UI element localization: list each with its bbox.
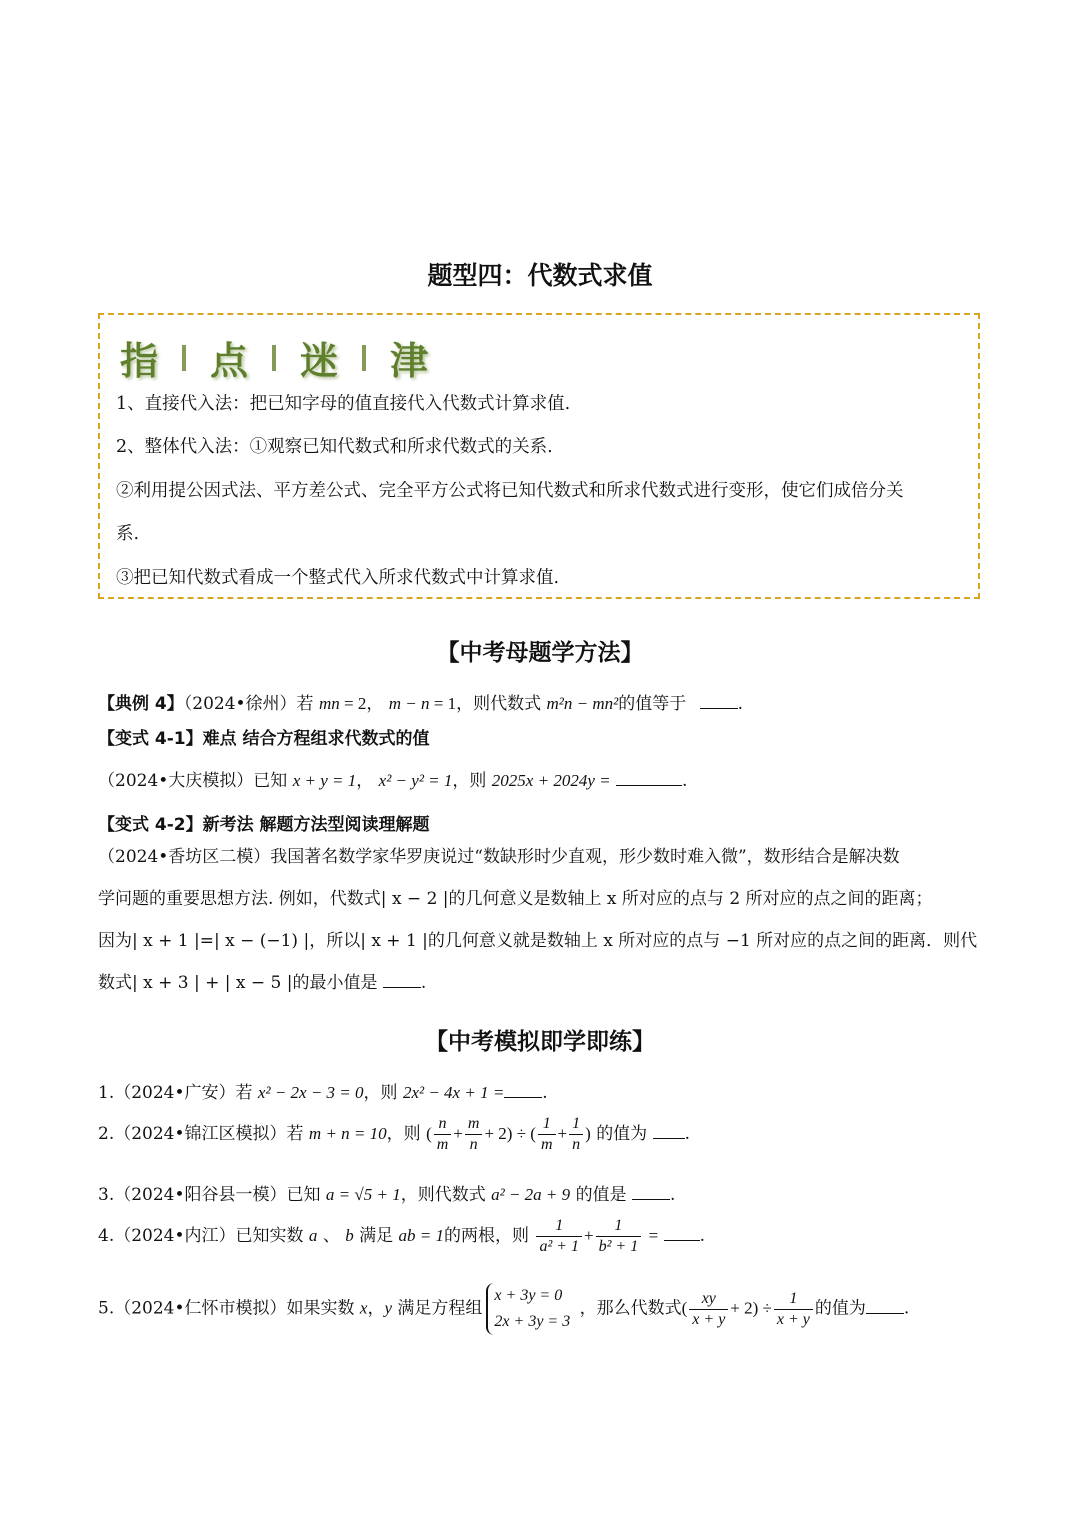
math-var: x (359, 1298, 368, 1318)
math-expr: = 2， (339, 694, 384, 713)
question-2 (98, 1114, 690, 1155)
fraction (465, 1114, 483, 1155)
math-expr: x² − 2x − 3 = 0 (257, 1083, 364, 1102)
variant-4-1-question (98, 766, 687, 791)
tips-divider (182, 345, 186, 371)
paragraph-line (98, 962, 982, 1004)
paragraph-line: 因为| x + 1 |=| x − (−1) |，所以| x + 1 |的几何意义就是数轴上 x 所对应的点与 −1 所对应的点之间的距离．则代 (98, 931, 978, 951)
tips-heading-char: 指 (120, 339, 159, 383)
denominator: a² + 1 (539, 1238, 580, 1255)
tips-heading-char: 迷 (300, 339, 339, 383)
denominator: n (469, 1136, 478, 1153)
section-heading-practice: 【中考模拟即学即练】 (425, 1029, 655, 1055)
fraction (596, 1216, 642, 1257)
answer-blank (504, 1083, 542, 1098)
numerator: 1 (536, 1216, 582, 1237)
fraction (774, 1289, 813, 1330)
text: = 1，则代数式 (429, 694, 542, 713)
answer-blank (866, 1299, 904, 1314)
text: . (669, 1185, 676, 1205)
example-source: （2024•徐州）若 (183, 694, 314, 714)
denominator: x + y (776, 1310, 810, 1328)
text: . (420, 973, 427, 993)
text: 、 (322, 1226, 340, 1246)
page-title: 题型四：代数式求值 (427, 261, 653, 290)
answer-blank (632, 1185, 670, 1200)
variant-4-2-heading: 【变式 4-2】新考法 解题方法型阅读理解题 (98, 815, 430, 835)
equation-system (486, 1283, 570, 1335)
tip-line-1: 1、直接代入法：把已知字母的值直接代入代数式计算求值. (116, 394, 571, 414)
tip-line-2: 2、整体代入法：①观察已知代数式和所求代数式的关系. (116, 437, 553, 457)
question-source: 5.（2024•仁怀市模拟）如果实数 (98, 1298, 355, 1319)
fraction (689, 1289, 728, 1330)
text: 的值为 (814, 1298, 866, 1319)
numerator: 1 (774, 1289, 813, 1310)
denominator: b² + 1 (598, 1238, 639, 1255)
tip-line-3: ②利用提公因式法、平方差公式、完全平方公式将已知代数式和所求代数式进行变形，使它们成倍分关 (116, 481, 904, 501)
variant-source: （2024•大庆模拟）已知 (98, 771, 288, 791)
text: . (542, 1083, 548, 1103)
math-var: a (308, 1226, 318, 1245)
fraction (536, 1216, 582, 1257)
text: . (684, 1124, 690, 1144)
question-4 (98, 1216, 705, 1257)
paren: ( (681, 1298, 688, 1318)
answer-blank (653, 1124, 685, 1139)
text: ，则 (386, 1124, 421, 1144)
denominator: n (572, 1136, 581, 1153)
text: 满足方程组 (397, 1298, 483, 1319)
answer-blank (383, 973, 421, 988)
text: ，则代数式 (400, 1185, 486, 1205)
text: . (699, 1226, 706, 1246)
text: 数式| x + 3 | + | x − 5 |的最小值是 (98, 973, 378, 993)
question-source: 2.（2024•锦江区模拟）若 (98, 1124, 304, 1144)
question-source: 3.（2024•阳谷县一模）已知 (98, 1185, 321, 1205)
variant-4-1-heading: 【变式 4-1】难点 结合方程组求代数式的值 (98, 729, 430, 749)
operator: = (648, 1226, 659, 1245)
denominator: m (436, 1136, 449, 1153)
math-expr: ab = 1 (398, 1226, 445, 1245)
math-expr: x + y = 1 (292, 771, 357, 790)
question-1 (98, 1078, 548, 1103)
denominator: m (540, 1136, 553, 1153)
math-expr: m + n = 10 (308, 1124, 387, 1143)
paren: ( (426, 1124, 432, 1143)
question-source: 4.（2024•内江）已知实数 (98, 1226, 304, 1246)
text: 的值为 (596, 1124, 648, 1144)
question-source: 1.（2024•广安）若 (98, 1083, 253, 1103)
math-expr: a = √5 + 1 (325, 1185, 401, 1204)
math-expr: mn (318, 694, 340, 713)
section-heading-methods: 【中考母题学方法】 (436, 640, 644, 666)
math-expr: 2025x + 2024y = (491, 771, 611, 790)
tips-heading-char: 点 (210, 339, 249, 383)
equation: x + 3y = 0 (494, 1287, 563, 1304)
numerator: 1 (538, 1114, 556, 1135)
math-var: b (345, 1226, 354, 1245)
answer-blank (664, 1226, 700, 1241)
tip-line-4: 系. (116, 524, 140, 544)
operator: + (453, 1124, 463, 1143)
answer-blank (616, 771, 682, 786)
text: ，那么代数式 (579, 1298, 682, 1319)
answer-blank (700, 694, 738, 709)
text: ， (356, 771, 374, 791)
equation: 2x + 3y = 3 (494, 1313, 571, 1330)
fraction (569, 1114, 583, 1155)
numerator: 1 (569, 1114, 583, 1135)
numerator: n (434, 1114, 452, 1135)
text: 的值是 (575, 1185, 627, 1205)
fraction (538, 1114, 556, 1155)
math-var: y (384, 1298, 393, 1318)
operator: + 2) ÷ (730, 1298, 772, 1318)
example-4 (98, 689, 743, 714)
text: ，则 (363, 1083, 398, 1103)
math-expr: 2x² − 4x + 1 = (402, 1083, 505, 1102)
text: 满足 (359, 1226, 394, 1246)
math-expr: m²n − mn² (546, 694, 619, 713)
paragraph-line: 学问题的重要思想方法. 例如，代数式| x − 2 |的几何意义是数轴上 x 所对应的点与 2 所对应的点之间的距离； (98, 889, 933, 909)
text: ，则 (452, 771, 487, 791)
numerator: xy (689, 1289, 728, 1310)
operator: + (557, 1124, 568, 1143)
text: . (682, 771, 688, 791)
numerator: m (465, 1114, 483, 1135)
text: 的值等于 (618, 694, 687, 714)
tips-heading-char: 津 (390, 339, 429, 383)
numerator: 1 (596, 1216, 642, 1237)
tips-heading (120, 330, 428, 385)
paragraph-line: （2024•香坊区二模）我国著名数学家华罗庚说过“数缺形时少直观，形少数时难入微”，数形结合是解决数 (98, 847, 900, 867)
tip-line-5: ③把已知代数式看成一个整式代入所求代数式中计算求值. (116, 568, 560, 588)
tips-divider (272, 345, 276, 371)
variant-4-2-paragraph (98, 836, 982, 1004)
operator: + (584, 1226, 594, 1245)
text: . (903, 1298, 910, 1319)
example-tag: 【典例 4】 (98, 694, 184, 714)
paren: ) (585, 1124, 591, 1143)
text: 的两根，则 (444, 1226, 530, 1246)
text: . (737, 694, 744, 714)
operator: + 2) ÷ ( (484, 1124, 536, 1143)
math-expr: m − n (388, 694, 430, 713)
question-3 (98, 1180, 675, 1205)
question-5: 5.（2024•仁怀市模拟）如果实数 x，y 满足方程组 x + 3y = 0 2x + 3y = 3 ，那么代数式( $\frac{xy}{x + y}$ + 2) ÷ $\frac{1}{x + y}$ 的值为 . (98, 1283, 909, 1335)
tips-divider (362, 345, 366, 371)
math-expr: x² − y² = 1 (378, 771, 453, 790)
math-expr: a² − 2a + 9 (491, 1185, 571, 1204)
fraction (434, 1114, 452, 1155)
denominator: x + y (692, 1310, 726, 1328)
